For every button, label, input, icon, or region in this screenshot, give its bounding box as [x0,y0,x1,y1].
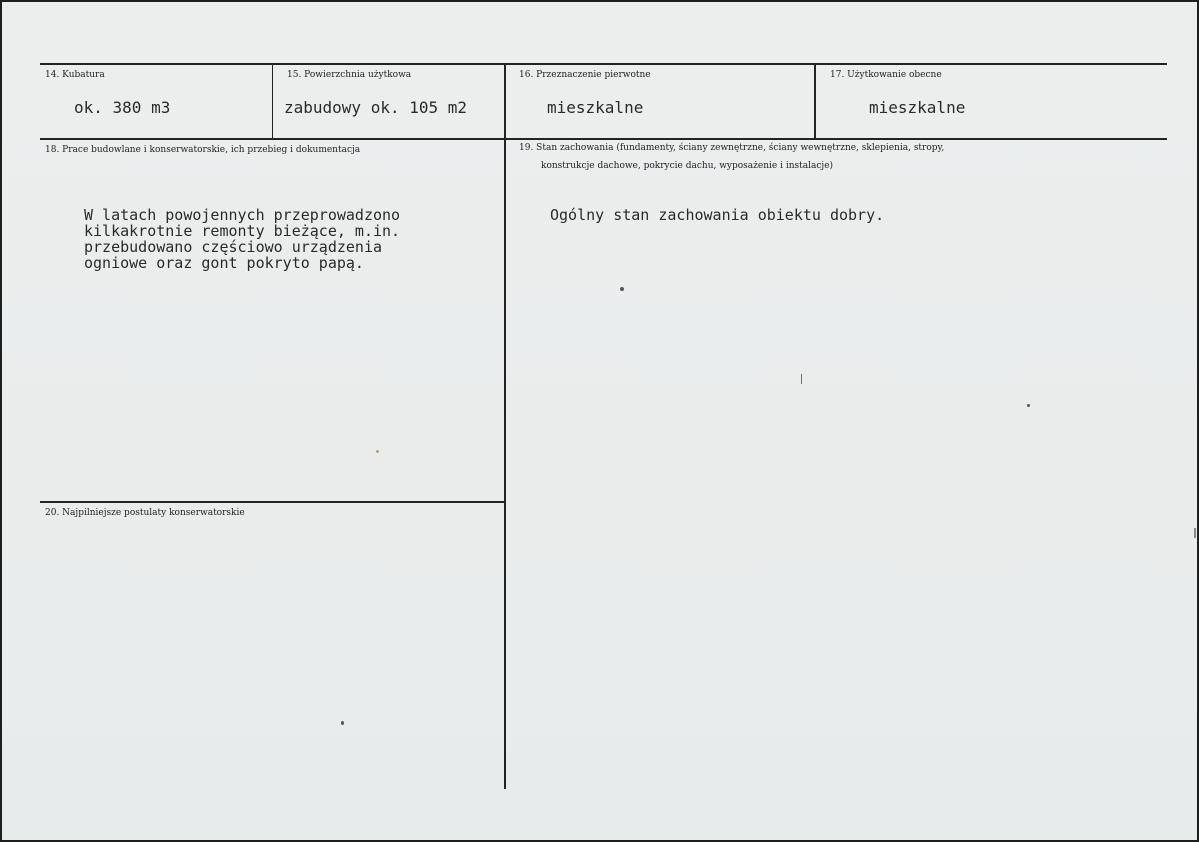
field-19-label-line-1: 19. Stan zachowania (fundamenty, ściany zewnętrzne, ściany wewnętrzne, sklepienia, stropy, [519,143,945,153]
main-column-divider [504,63,506,789]
field-15-label: 15. Powierzchnia użytkowa [287,70,412,80]
row1-divider-1 [272,63,273,139]
paper-speck [1194,528,1196,538]
field-20-top-rule [40,501,504,503]
field-18-line-1: W latach powojennych przeprowadzono [84,206,401,224]
paper-speck [1027,404,1030,407]
field-14-value: ok. 380 m3 [74,98,171,117]
top-rule [40,63,1167,65]
field-18-line-3: przebudowano częściowo urządzenia [84,238,383,256]
field-14-label: 14. Kubatura [45,70,105,80]
paper-speck [341,721,344,725]
field-19-label-line-2: konstrukcje dachowe, pokrycie dachu, wyposażenie i instalacje) [541,161,834,171]
field-19-value: Ogólny stan zachowania obiektu dobry. [550,206,885,224]
field-16-value: mieszkalne [547,98,644,117]
field-16-label: 16. Przeznaczenie pierwotne [519,70,651,80]
field-17-label: 17. Użytkowanie obecne [830,70,942,80]
row1-divider-3 [814,63,816,139]
field-20-label: 20. Najpilniejsze postulaty konserwatorskie [45,508,245,518]
row1-bottom-rule [40,138,1167,140]
field-18-line-4: ogniowe oraz gont pokryto papą. [84,254,364,272]
field-18-line-2: kilkakrotnie remonty bieżące, m.in. [84,222,401,240]
paper-speck [801,374,802,384]
field-17-value: mieszkalne [869,98,966,117]
field-18-label: 18. Prace budowlane i konserwatorskie, ich przebieg i dokumentacja [45,145,361,155]
field-15-value: zabudowy ok. 105 m2 [284,98,468,117]
paper-speck [620,287,624,291]
paper-speck [376,450,379,453]
